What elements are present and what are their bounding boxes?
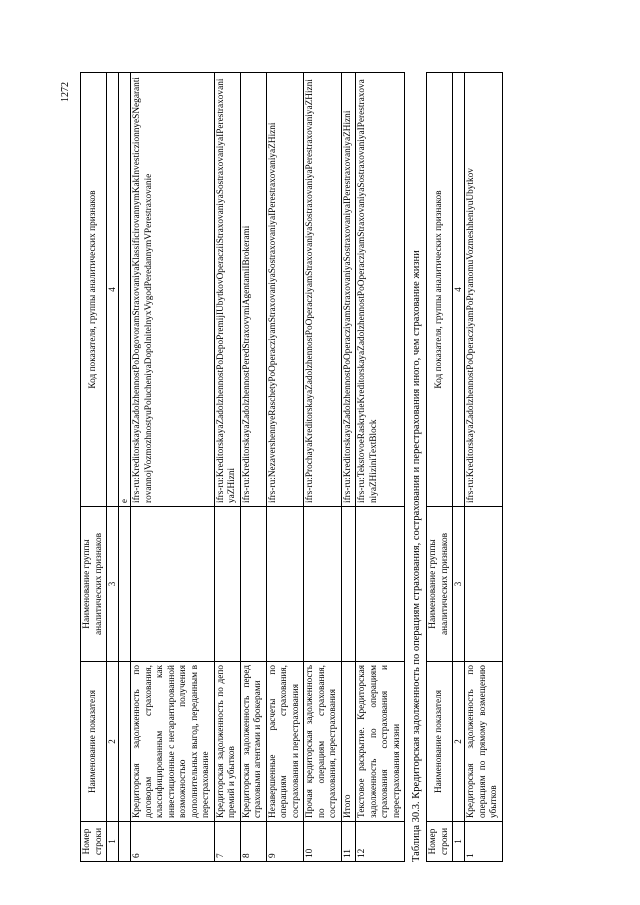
col-number: 3 [107, 507, 119, 662]
row-num: 12 [356, 822, 405, 862]
row-num: 1 [465, 822, 503, 862]
row-group [465, 507, 503, 662]
table-header-row [427, 73, 453, 862]
table-row [266, 73, 304, 862]
col-number: 2 [453, 662, 465, 822]
row-group [131, 507, 215, 662]
row-name: Итого [341, 662, 356, 822]
row-group [266, 507, 304, 662]
row-num: 10 [304, 822, 342, 862]
empty-cell [119, 822, 131, 862]
row-group [356, 507, 405, 662]
row-name: Кредиторская задолженность перед страховыми агентами и брокерами [240, 662, 266, 822]
row-num: 6 [131, 822, 215, 862]
row-name: Кредиторская задолженность по договорам страхования, классифицированным как инвестиционные с негарантированной возможностью получения дополнительных выгод, переданным в перестрахование [131, 662, 215, 822]
column-number-row [107, 73, 119, 862]
row-name: Кредиторская задолженность по депо премий и убытков [214, 662, 240, 822]
row-code: ifrs-ru:KreditorskayaZadolzhennostPoDepoPremijIUbytkovOperacziiStraxovaniyaSostraxovaniyaIPerestraxovaniyaZHizni [214, 73, 240, 507]
e-marker: е [119, 73, 131, 507]
row-group [341, 507, 356, 662]
row-code: ifrs-ru:KreditorskayaZadolzhennostPoOperacziyamPoPryamomuVozmeshheniyuUbytkov [465, 73, 503, 507]
header-num: Номер строки [81, 822, 107, 862]
row-name: Текстовое раскрытие. Кредиторская задолженность по операциям страхования сострахования и перестрахования жизни [356, 662, 405, 822]
row-group [304, 507, 342, 662]
header-group: Наименование группы аналитических признаков [81, 507, 107, 662]
row-code: ifrs-ru:KreditorskayaZadolzhennostPeredStraxovymiAgentamiIBrokerami [240, 73, 266, 507]
table-row [465, 73, 503, 862]
table-row [341, 73, 356, 862]
row-name: Прочая кредиторская задолженность по операциям страхования, сострахования, перестрахования [304, 662, 342, 822]
page-number: 1272 [60, 82, 71, 102]
row-num: 7 [214, 822, 240, 862]
table-30-3 [426, 72, 503, 862]
table-row [304, 73, 342, 862]
table-caption: Таблица 30.3. Кредиторская задолженность по операциям страхования, сострахования и перестрахования иного, чем страхование жизни [411, 250, 422, 862]
header-name: Наименование показателя [427, 662, 453, 822]
table-header-row [81, 73, 107, 862]
col-number: 4 [453, 73, 465, 507]
empty-cell [119, 662, 131, 822]
row-code: ifrs-ru:NezavershennyeRaschetyPoOperacziyamStraxovaniyaSostraxovaniyaIPerestraxovaniyaZHizni [266, 73, 304, 507]
row-name: Незавершенные расчеты по операциям страхования, сострахования и перестрахования [266, 662, 304, 822]
marker-row [119, 73, 131, 862]
header-code: Код показателя, группы аналитических признаков [427, 73, 453, 507]
header-group: Наименование группы аналитических признаков [427, 507, 453, 662]
row-group [214, 507, 240, 662]
empty-cell [119, 507, 131, 662]
header-code: Код показателя, группы аналитических признаков [81, 73, 107, 507]
row-num: 11 [341, 822, 356, 862]
row-name: Кредиторская задолженность по операциям по прямому возмещению убытков [465, 662, 503, 822]
column-number-row [453, 73, 465, 862]
rotated-page [60, 72, 620, 862]
col-number: 3 [453, 507, 465, 662]
row-code: ifrs-ru:KreditorskayaZadolzhennostPoDogovoramStraxovaniyaKlassificirovannymKakInvesticzionnyeSNegarantirovannojVozmozhnostyuPolucheniyaDopolnitelnyxVygodPeredannymVPerestraxovanie [131, 73, 215, 507]
header-name: Наименование показателя [81, 662, 107, 822]
table-row [240, 73, 266, 862]
table-30-2 [80, 72, 405, 862]
table-row [356, 73, 405, 862]
col-number: 1 [107, 822, 119, 862]
row-code: ifrs-ru:ProchayaKreditorskayaZadolzhennostPoOperacziyamStraxovaniyaSostraxovaniyaPerestraxovaniyaZHizni [304, 73, 342, 507]
row-num: 9 [266, 822, 304, 862]
col-number: 2 [107, 662, 119, 822]
col-number: 1 [453, 822, 465, 862]
table-row [131, 73, 215, 862]
col-number: 4 [107, 73, 119, 507]
header-num: Номер строки [427, 822, 453, 862]
row-num: 8 [240, 822, 266, 862]
row-code: ifrs-ru:TekstovoeRaskrytieKreditorskayaZadolzhennostPoOperacziyamStraxovaniyaSostraxovaniyaIPerestraxovaniyaZHiziniTextBlock [356, 73, 405, 507]
row-code: ifrs-ru:KreditorskayaZadolzhennostPoOperacziyamStraxovaniyaSostraxovaniyaIPerestraxovaniyaZHizni [341, 73, 356, 507]
table-row [214, 73, 240, 862]
row-group [240, 507, 266, 662]
